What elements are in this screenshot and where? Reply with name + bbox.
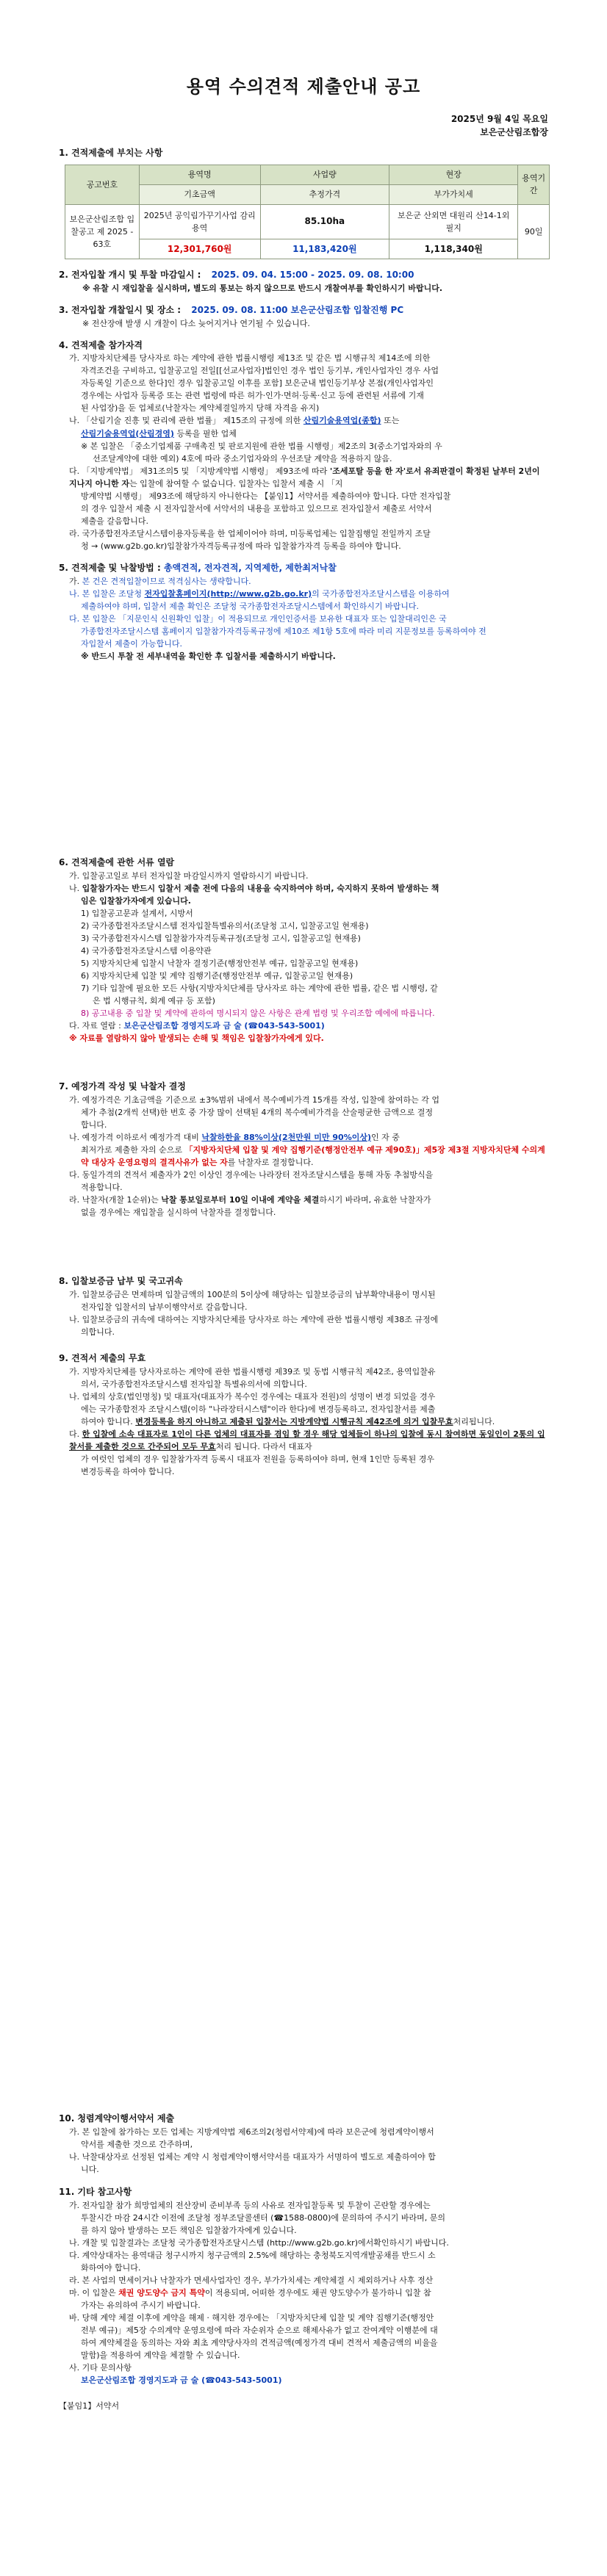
- cell-service-name: 2025년 공익림가꾸기사업 감리용역: [139, 204, 260, 239]
- section-5-method: 총액견적, 전자견적, 지역제한, 제한최저낙찰: [163, 563, 337, 573]
- s7-ga-line2: 체가 추첨(2개씩 선택)한 번호 중 가장 많이 선택된 4개의 복수예비가격을 산술평균한 금액으로 결정: [81, 1107, 433, 1117]
- section-8-heading: 8. 입찰보증금 납부 및 국고귀속: [59, 1276, 183, 1286]
- s4-da-text2: 는 입찰에 참여할 수 없습니다. 입찰자는 입찰서 제출 시 「지: [129, 478, 343, 488]
- th-quantity: 사업량: [260, 165, 389, 184]
- s7-ra-bold: 낙찰 통보일로부터 10일 이내에 계약을 체결: [161, 1194, 320, 1205]
- s8-ga-line1: 가. 입찰보증금은 면제하며 입찰금액의 100분의 5이상에 해당하는 입찰보증금의 납부확약내용이 명시된: [69, 1289, 436, 1299]
- section-3-label: 3. 전자입찰 개찰일시 및 장소 :: [59, 305, 182, 316]
- s6-na-line1: [69, 882, 548, 895]
- s9-ga-line1: 가. 지방자치단체를 당사자로하는 계약에 관한 법률시행령 제39조 및 동법 시행규칙 제42조, 용역입찰유: [69, 1366, 436, 1377]
- s11-contact: 보은군산림조합 경영지도과 금 술 (☎043-543-5001): [81, 2375, 282, 2386]
- s9-ga-line2: 의서, 국가종합전자조달시스템 전자입찰 특별유의서에 의합니다.: [81, 1379, 307, 1389]
- th-period: 용역기간: [518, 165, 550, 204]
- page-title: 용역 수의견적 제출안내 공고: [186, 76, 421, 97]
- s6-item-4: 4) 국가종합전자조달시스템 이용약관: [81, 945, 212, 956]
- s6-na-text: 입찰참가자는 반드시 입찰서 제출 전에 다음의 내용을 숙지하여야 하며, 숙지하지 못하여 발생하는 책: [82, 883, 439, 893]
- s6-item-3: 3) 국가종합전자시스템 입찰참가자격등록규정(조달청 고시, 입찰공고일 현재용): [81, 933, 361, 943]
- s5-na-line1: [69, 588, 548, 600]
- s6-item-5: 5) 지방자치단체 입찰시 낙찰자 결정기준(행정안전부 예규, 입찰공고일 현재용): [81, 958, 359, 968]
- s7-na-text2: 인 자 중: [371, 1132, 400, 1142]
- th-estimated-price: 추정가격: [260, 184, 389, 204]
- s7-na-line2: [81, 1144, 548, 1169]
- s10-ga-line1: 가. 본 입찰에 참가하는 모든 업체는 지방계약법 제6조의2(청렴서약제)에 따라 보은군에 청렴계약이행서: [69, 2126, 434, 2137]
- s5-na-line2: 제출하여야 하며, 입찰서 제출 확인은 조달청 국가종합전자조달시스템에서 확인하시기 바랍니다.: [81, 601, 420, 611]
- s7-da-line2: 적용합니다.: [81, 1182, 123, 1192]
- section-8: [59, 1274, 548, 1338]
- s4-da-line4: 의 경우 입찰서 제출 시 전자입찰서에 서약서의 내용을 포함하고 있으므로 전자입찰서 제출로 서약서: [81, 503, 432, 513]
- section-1-heading: 1. 견적제출에 부치는 사항: [59, 148, 163, 159]
- s9-na-text2: 처리됩니다.: [453, 1416, 495, 1426]
- cell-estimated-price: 11,183,420원: [260, 239, 389, 259]
- s10-ga-line2: 약서를 제출한 것으로 간주하며,: [81, 2139, 193, 2149]
- s10-na-line1: 나. 낙찰대상자로 선정된 업체는 계약 시 청렴계약이행서약서를 대표자가 서명하여 별도로 제출하여야 합: [69, 2151, 436, 2162]
- s4-na-tail: 등록을 필한 업체: [176, 428, 237, 439]
- s4-na-line1: [69, 414, 548, 427]
- s9-da-line4: 변경등록을 하여야 합니다.: [81, 1466, 175, 1476]
- s9-na-line2: 에는 국가종합전자 조달시스템(이하 "나라장터시스템"이라 한다)에 변경등록하고, 전자입찰서를 제출: [81, 1404, 436, 1414]
- section-2-heading: [59, 268, 548, 282]
- s5-na-pre: 나. 본 입찰은 조달청: [69, 588, 142, 599]
- section-2-label: 2. 전자입찰 개시 및 투찰 마감일시 :: [59, 270, 201, 281]
- s4-ra-line1: 라. 국가종합전자조달시스템이용자등록을 한 업체이어야 하며, 미등록업체는 입찰집행일 전일까지 조달: [69, 528, 431, 538]
- s9-na-bold: 변경등록을 하지 아니하고 제출된 입찰서는 지방계약법 시행규칙 제42조에 의거 입찰무효: [135, 1416, 453, 1426]
- s8-na-line1: 나. 입찰보증금의 귀속에 대하여는 지방자치단체를 당사자로 하는 계약에 관한 법률시행령 제38조 규정에: [69, 1314, 439, 1324]
- s7-na-rate: 낙찰하한율 88%이상(2천만원 미만 90%이상): [201, 1132, 371, 1142]
- overview-table: [65, 165, 550, 260]
- s7-da-line1: 다. 동일가격의 견적서 제출자가 2인 이상인 경우에는 나라장터 전자조달시스템을 통해 자동 추첨방식을: [69, 1169, 434, 1180]
- document-body: [59, 73, 548, 663]
- notice-date: 2025년 9월 4일 목요일: [450, 114, 548, 125]
- section-5-label: 5. 견적제출 및 낙찰방법 :: [59, 563, 161, 573]
- s4-ga-line4: 경우에는 사업자 등록증 또는 관련 법령에 따른 허가·인가·면허·등록·신고 등에 관련된 서류에 기재: [81, 391, 424, 401]
- section-4: [59, 339, 548, 552]
- s7-na-text: 나. 예정가격 이하로서 예정가격 대비: [69, 1132, 199, 1142]
- s5-da-line2: 가종합전자조달시스템 홈페이지 입찰참가자격등록규정에 제10조 제1항 5호에 따라 미리 지문정보를 등록하여야 전: [81, 626, 486, 636]
- s5-da-line1: 다. 본 입찰은 「지문인식 신원확인 입찰」이 적용되므로 개인인증서를 보유한 대표자 또는 입찰대리인은 국: [69, 613, 447, 624]
- s6-note: ※ 자료를 열람하지 않아 발생되는 손해 및 책임은 입찰참가자에게 있다.: [69, 1033, 324, 1044]
- bid-period-value: 2025. 09. 04. 15:00 - 2025. 09. 08. 10:00: [211, 270, 414, 281]
- s4-ra-line2: 청 → (www.g2b.go.kr)입찰참가자격등록규정에 따라 입찰참가자격 등록을 하여야 합니다.: [81, 541, 401, 551]
- s9-da-text2: 처리 됩니다. 다라서 대표자: [215, 1441, 312, 1451]
- section-6: [59, 856, 548, 1045]
- s4-da-line1: [69, 465, 548, 490]
- s11-da: 다. 계약상대자는 용역대금 청구시까지 청구금액의 2.5%에 해당하는 충청북도지역개발공채를 반드시 소: [69, 2250, 436, 2260]
- s6-ga: 가. 입찰공고일로 부터 전자입찰 마감일시까지 열람하시기 바랍니다.: [69, 870, 309, 881]
- s4-ga-line1: 가. 지방자치단체를 당사자로 하는 계약에 관한 법률시행령 제13조 및 같은 법 시행규칙 제14조에 의한: [69, 353, 431, 364]
- s7-ra-line3: 없을 경우에는 재입찰을 실시하여 낙찰자를 결정합니다.: [81, 1208, 276, 1218]
- th-service-name: 용역명: [139, 165, 260, 184]
- s11-da2: 화하여야 합니다.: [81, 2262, 141, 2273]
- section-10-heading: 10. 청렴계약이행서약서 제출: [59, 2113, 175, 2124]
- section-3-heading: [59, 303, 548, 317]
- section-7: [59, 1080, 548, 1219]
- s10-na-line2: 니다.: [81, 2164, 99, 2174]
- section-9-heading: 9. 견적서 제출의 무효: [59, 1353, 146, 1363]
- s6-item-7b: 은 법 시행규칙, 회계 예규 등 포함): [93, 996, 215, 1006]
- s11-ba-line1: 바. 당해 계약 체결 이후에 계약을 해제 · 해지한 경우에는 「지방자치단체 입찰 및 계약 집행기준(행정안: [69, 2313, 434, 2323]
- s4-na-note2: 선조달계약에 대한 예외) 4호에 따라 중소기업자와의 우선조달 계약을 적용하지 않음.: [93, 453, 392, 463]
- s11-ga-line1: 가. 전자입찰 참가 희망업체의 전산장비 준비부족 등의 사유로 전자입찰등록 및 투찰이 곤란할 경우에는: [69, 2200, 431, 2210]
- s4-da-line3: 방계약법 시행령」 제93조에 해당하지 아니한다는 【붙임1】서약서를 제출하여야 합니다. 다만 전자입찰: [81, 491, 451, 501]
- s6-na-pre: 나.: [69, 883, 80, 893]
- s4-na-or: 또는: [384, 416, 400, 426]
- s8-ga-line2: 전자입찰 입찰서의 납부이행약서로 갈음합니다.: [81, 1302, 248, 1312]
- s5-ga: [69, 575, 548, 588]
- s4-da-line5: 제출을 갈음합니다.: [81, 516, 149, 526]
- s11-ma-bold: 채권 양도양수 금지 특약: [118, 2287, 205, 2298]
- cell-notice-no: 보은군산림조합 입찰공고 제 2025 - 63호: [65, 204, 140, 259]
- forest-license-link: 산림기술용역업(종합): [303, 416, 381, 426]
- s9-na-line3: [81, 1415, 548, 1428]
- s11-na: 나. 개찰 및 입찰결과는 조달청 국가종합전자조달시스템 (http://www.g2b.go.kr)에서확인하시기 바랍니다.: [69, 2237, 449, 2248]
- s9-da-bold: 한 입찰에 소속 대표자로 1인이 다른 업체의 대표자를 겸임 할 경우 해당 업체들이 하나의 입찰에 동시 참여하면 동일인이 2통의 입찰서를 제출한 것으로 간주되어 모두 무효: [69, 1429, 545, 1451]
- s11-ma-line3: 가자는 유의하여 주시기 바랍니다.: [81, 2300, 201, 2310]
- s6-item-7a: 7) 기타 입찰에 필요한 모든 사항(지방자치단체를 당사자로 하는 계약에 관한 법률, 같은 법 시행령, 같: [81, 984, 438, 994]
- notice-org: 보은군산림조합장: [480, 127, 548, 138]
- s7-ra-text: 라. 낙찰자(개찰 1순위)는: [69, 1194, 159, 1205]
- s4-na-text: 나. 「산림기술 진흥 및 관리에 관한 법률」 제15조의 규정에 의한: [69, 416, 301, 426]
- cell-period: 90일: [518, 204, 550, 259]
- forest-mgmt-link: 산림기술용역업(산림경영): [81, 428, 174, 439]
- s4-ga-line2: 자격조건을 구비하고, 입찰공고일 전일[[선교사업자]법인인 경우 법인 등기부, 개인사업자인 경우 사업: [81, 366, 439, 376]
- s5-ga-pre: 가.: [69, 576, 80, 586]
- section-2: [59, 268, 548, 295]
- s7-ga-line1: 가. 예정가격은 기초금액을 기준으로 ±3%범위 내에서 복수예비가격 15개를 작성, 입찰에 참여하는 각 업: [69, 1094, 440, 1105]
- s4-na-note1: ※ 본 입찰은 「중소기업제품 구매촉진 및 판로지원에 관한 법률 시행령」제2조의 3(중소기업자와의 우: [81, 441, 442, 451]
- s9-da-line3: 가 여럿인 업체의 경우 입찰참가자격 등록시 대표자 전원을 등록하여야 하며, 현재 1인만 등록된 경우: [81, 1454, 434, 1464]
- s7-na-criteria: 「지방자치단체 입찰 및 계약 집행기준(행정안전부 예규 제90호)」제5장 제3절 지방자치단체 수의계약 대상자 운영요령의 결격사유가 없는 자: [81, 1144, 545, 1167]
- s4-da-text: 다. 「지방계약법」 제31조의5 및 「지방계약법 시행령」 제93조에 따라: [69, 466, 328, 476]
- section-7-heading: 7. 예정가격 작성 및 낙찰자 결정: [59, 1081, 186, 1092]
- s9-da-pre: 다.: [69, 1429, 80, 1439]
- s9-na-text: 하여야 합니다.: [81, 1416, 133, 1426]
- g2b-link[interactable]: 전자입찰홈페이지(http://www.g2b.go.kr): [144, 588, 312, 599]
- s6-contact: 보은군산림조합 경영지도과 금 술 (☎043-543-5001): [123, 1021, 325, 1031]
- s9-na-line1: 나. 업체의 상호(법인명칭) 및 대표자(대표자가 복수인 경우에는 대표자 전원)의 성명이 변경 되었을 경우: [69, 1391, 436, 1401]
- s11-ba-line2: 전부 예규)」제5장 수의계약 운영요령에 따라 자순위자 순으로 해제사유가 없고 잔여계약 이행분에 대: [81, 2326, 438, 2336]
- s6-na-line2: 임은 입찰참가자에게 있습니다.: [81, 895, 191, 906]
- section-11-heading: 11. 기타 참고사항: [59, 2187, 132, 2197]
- attachment-label: 【붙임1】서약서: [59, 2401, 120, 2411]
- s8-na-line2: 의합니다.: [81, 1327, 115, 1337]
- section-10: [59, 2112, 548, 2176]
- s5-da-note: ※ 반드시 투찰 전 세부내역을 확인한 후 입찰서를 제출하시기 바랍니다.: [81, 651, 336, 661]
- s7-na-text3: 최저가로 제출한 자의 순으로: [81, 1144, 183, 1155]
- s5-ga-text: 본 건은 견적입찰이므로 적격심사는 생략합니다.: [82, 576, 251, 586]
- s11-ra: 라. 본 사업의 면세이거나 낙찰자가 면세사업자인 경우, 부가가치세는 계약체결 시 제외하거나 사후 정산: [69, 2275, 434, 2285]
- s7-na-text4: 를 낙찰자로 결정합니다.: [227, 1157, 314, 1167]
- s4-da-bold: '조세포탈 등을 한 자'로서 유죄판결이 확정된 날부터 2년이 지나지 아니한 자: [69, 466, 540, 488]
- section-4-heading: 4. 견적제출 참가자격: [59, 339, 143, 350]
- th-base-amount: 기초금액: [139, 184, 260, 204]
- s4-ga-line3: 자등록일 기준으로 한다]인 경우 입찰공고일 이후를 포함] 보은군내 법인등기부상 본점(개인사업자인: [81, 378, 434, 389]
- s7-ra-text2: 하시기 바라며, 유효한 낙찰자가: [319, 1194, 431, 1205]
- section-3-note: ※ 전산장애 발생 시 개찰이 다소 늦어지거나 연기될 수 있습니다.: [82, 318, 310, 328]
- s6-da: [69, 1020, 548, 1032]
- section-5: [59, 561, 548, 663]
- s11-ga-line2: 투찰시간 마감 24시간 이전에 조달청 정부조달콜센터 (☎1588-0800)에 문의하여 주시기 바라며, 문의: [81, 2212, 445, 2223]
- th-vat: 부가가치세: [389, 184, 518, 204]
- s11-ba-line4: 말함)을 적용하여 계약을 체결할 수 있습니다.: [81, 2350, 240, 2361]
- s6-item-8: 8) 공고내용 중 입찰 및 계약에 관하여 명시되지 않은 사항은 관계 법령 및 우리조합 예에에 따릅니다.: [81, 1009, 435, 1019]
- section-11: [59, 2185, 548, 2420]
- s11-sa: 사. 기타 문의사항: [69, 2363, 132, 2373]
- notice-meta: [59, 112, 548, 139]
- s5-da-line3: 자입찰서 제출이 가능합니다.: [81, 638, 183, 649]
- s6-item-1: 1) 입찰공고문과 설계서, 시방서: [81, 908, 193, 918]
- cell-base-amount: 12,301,760원: [139, 239, 260, 259]
- s11-ma-line1: [69, 2287, 548, 2299]
- opening-value: 2025. 09. 08. 11:00 보은군산림조합 입찰진행 PC: [191, 305, 404, 316]
- cell-quantity: 85.10ha: [260, 204, 389, 239]
- s7-na-line1: [69, 1131, 548, 1144]
- s11-ma-pre: 마. 이 입찰은: [69, 2287, 116, 2298]
- s4-ga-line5: 된 사업장)을 둔 업체로(낙찰자는 계약체결일까지 당해 자격을 유지): [81, 403, 320, 414]
- s9-da-line1: [69, 1428, 548, 1453]
- s7-ra-line1: [69, 1194, 548, 1206]
- s11-ga-line3: 를 하지 않아 발생하는 모든 책임은 입찰참가자에게 있습니다.: [81, 2225, 297, 2235]
- s6-da-pre: 다. 자료 열람 :: [69, 1021, 121, 1031]
- s4-na-line2: [81, 427, 548, 440]
- cell-site: 보은군 산외면 대원리 산14-1외 필지: [389, 204, 518, 239]
- s5-na-mid: 의 국가종합전자조달시스템을 이용하여: [312, 588, 450, 599]
- s7-ga-line3: 합니다.: [81, 1119, 107, 1130]
- s6-item-2: 2) 국가종합전자조달시스템 전자입찰특별유의서(조달청 고시, 입찰공고일 현재용): [81, 920, 369, 931]
- section-6-heading: 6. 견적제출에 관한 서류 열람: [59, 857, 175, 867]
- th-notice-no: 공고번호: [65, 165, 140, 204]
- s11-ba-line3: 하여 계약체결을 동의하는 자와 최초 계약당사자의 견적금액(예정가격 대비 견적서 제출금액의 비율을: [81, 2338, 438, 2348]
- section-1: [59, 146, 548, 259]
- s6-item-6: 6) 지방자치단체 입찰 및 계약 집행기준(행정안전부 예규, 입찰공고일 현재용): [81, 970, 353, 981]
- section-3: [59, 303, 548, 330]
- section-5-heading: [59, 561, 548, 575]
- section-2-note: ※ 유찰 시 재입찰을 실시하며, 별도의 통보는 하지 않으므로 반드시 개찰여부를 확인하시기 바랍니다.: [82, 283, 443, 293]
- section-9: [59, 1352, 548, 1478]
- th-site: 현장: [389, 165, 518, 184]
- cell-vat: 1,118,340원: [389, 239, 518, 259]
- s11-ma-text2: 이 적용되며, 어떠한 경우에도 채권 양도양수가 불가하니 입찰 참: [204, 2287, 431, 2298]
